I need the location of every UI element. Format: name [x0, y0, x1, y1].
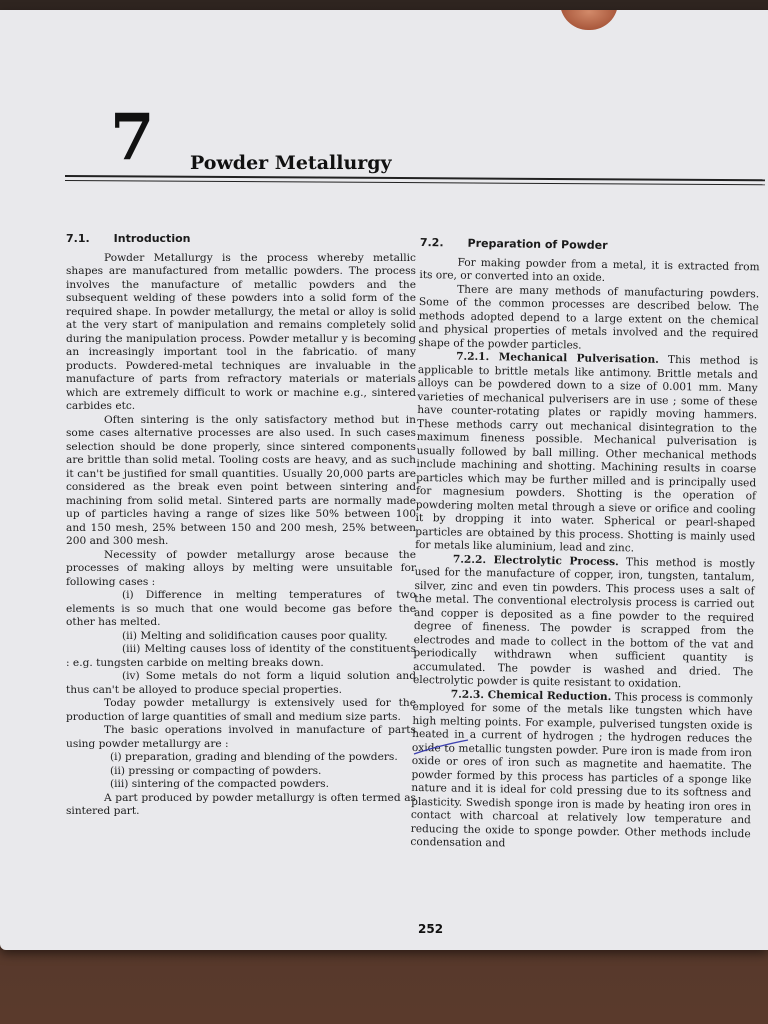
subsection-body: This method is applicable to brittle metals like antimony. Brittle metals and alloys can be powdered down to a size of 0.001 mm. Many varieties of mechanical pulverisers are in use ; some of these have counter-rotating plates or rapidly moving hammers. These methods carry out mechanical disintegration to the maximum fineness possible. Mechanical pulverisation is usually followed by ball milling. Other mechanical methods include machining and shotting. Machining results in coarse particles which may be further milled and is principally used for magnesium powders. Shotting is the operation of powdering molten metal through a sieve or orifice and cooling it by dropping it into water. Spherical or pearl-shaped particles are obtained by this process. Shotting is mainly used for metals like aluminium, lead and zinc.: [415, 353, 759, 555]
chapter-title: Powder Metallurgy: [190, 152, 392, 174]
book-page: [0, 10, 768, 950]
page-number: 252: [418, 922, 444, 936]
section-title: Introduction: [113, 232, 191, 245]
list-item: (i) preparation, grading and blending of the powders.: [110, 751, 398, 763]
paragraph: Necessity of powder metallurgy arose because the processes of making alloys by melting were unsuitable for following cases :: [66, 548, 416, 588]
section-title: Preparation of Powder: [467, 236, 608, 252]
subsection-title: 7.2.1. Mechanical Pulverisation.: [456, 350, 660, 366]
pen-mark: [412, 738, 472, 758]
section-heading-introduction: [66, 232, 416, 246]
subsection-title: 7.2.2. Electrolytic Process.: [452, 553, 619, 568]
chapter-number: 7: [110, 100, 155, 175]
subsection-body: This process is commonly employed for some of the metals like tungsten which have high melting points. For example, pulverised tungsten oxide is heated in a current of hydrogen ; the hydrogen reduces the oxide to metallic tungsten powder. Pure iron is made from iron oxide or ores of iron such as magnetite and haematite. The powder formed by this process has particles of a sponge like nature and it is ideal for cold pressing due to its softness and plasticity. Swedish sponge iron is made by heating iron ores in contact with charcoal at relatively low temperature and reducing the oxide to sponge powder. Other methods include condensation and: [410, 690, 753, 850]
subsection-chemical: [410, 687, 753, 854]
finger-photo: [560, 10, 618, 30]
paragraph: Today powder metallurgy is extensively used for the production of large quantities of small and medium size parts.: [66, 697, 416, 723]
list-item: (iii) sintering of the compacted powders.: [110, 778, 329, 790]
subsection-mechanical: [415, 350, 758, 558]
section-number: 7.1.: [66, 232, 90, 245]
list-item: (ii) Melting and solidification causes poor quality.: [122, 629, 388, 642]
list-item: (iii) Melting causes loss of identity of the constituents : e.g. tungsten carbide on melting breaks down.: [66, 643, 416, 669]
paragraph: A part produced by powder metallurgy is often termed as sintered part.: [66, 791, 416, 817]
paragraph: Powder Metallurgy is the process whereby metallic shapes are manufactured from metallic powders. The process involves the manufacture of metallic powders and the subsequent welding of these powders into a solid form of the required shape. In powder metallurgy, the metal or alloy is solid at the very start of manipulation and remains completely solid during the manipulation process. Powder metallur y is becoming an increasingly important tool in the fabricatio. of many products. Powdered-metal techniques are invaluable in the manufacture of parts from refractory materials or materials which are extremely difficult to work or machine e.g., sintered carbides etc.: [66, 251, 416, 412]
subsection-electrolytic: [413, 552, 755, 692]
paragraph: The basic operations involved in manufacture of parts using powder metallurgy are :: [66, 724, 416, 750]
list-item: (i) Difference in melting temperatures of two elements is so much that one would become gas before the other has melted.: [66, 589, 416, 628]
right-column: [410, 236, 760, 855]
subsection-body: This method is mostly used for the manufacture of copper, iron, tungsten, tantalum, silver, zinc and even tin powders. This process uses a salt of the metal. The conventional electrolysis process is carried out and copper is deposited as a fine powder to the required degree of fineness. The powder is scrapped from the electrodes and made to collect in the bottom of the vat and periodically withdrawn when sufficient quantity is accumulated. The powder is washed and dried. The electrolytic powder is quite resistant to oxidation.: [412, 555, 756, 691]
title-rule-thin: [65, 180, 765, 185]
left-column: [66, 232, 416, 819]
list-item: (ii) pressing or compacting of powders.: [110, 764, 322, 777]
list-item: (iv) Some metals do not form a liquid solution and thus can't be alloyed to produce special properties.: [66, 670, 416, 696]
paragraph: There are many methods of manufacturing powders. Some of the common processes are described below. The methods adopted depend to a large extent on the chemical and physical properties of metals involved and the required shape of the powder particles.: [418, 283, 760, 352]
subsection-title: 7.2.3. Chemical Reduction.: [450, 688, 612, 703]
section-number: 7.2.: [419, 236, 444, 250]
paragraph: Often sintering is the only satisfactory method but in some cases alternative processes are also used. In such cases selection should be done properly, since sintered components are brittle than solid metal. Tooling costs are heavy, and as such it can't be justified for small quantities. Usually 20,000 parts are considered as the break even point between sintering and machining from solid metal. Sintered parts are normally made up of particles having a range of sizes like 50% between 100 and 150 mesh, 25% between 150 and 200 mesh, 25% between 200 and 300 mesh.: [66, 413, 416, 547]
paragraph: For making powder from a metal, it is extracted from its ore, or converted into an oxide.: [419, 256, 760, 284]
section-heading-preparation: [420, 236, 760, 255]
